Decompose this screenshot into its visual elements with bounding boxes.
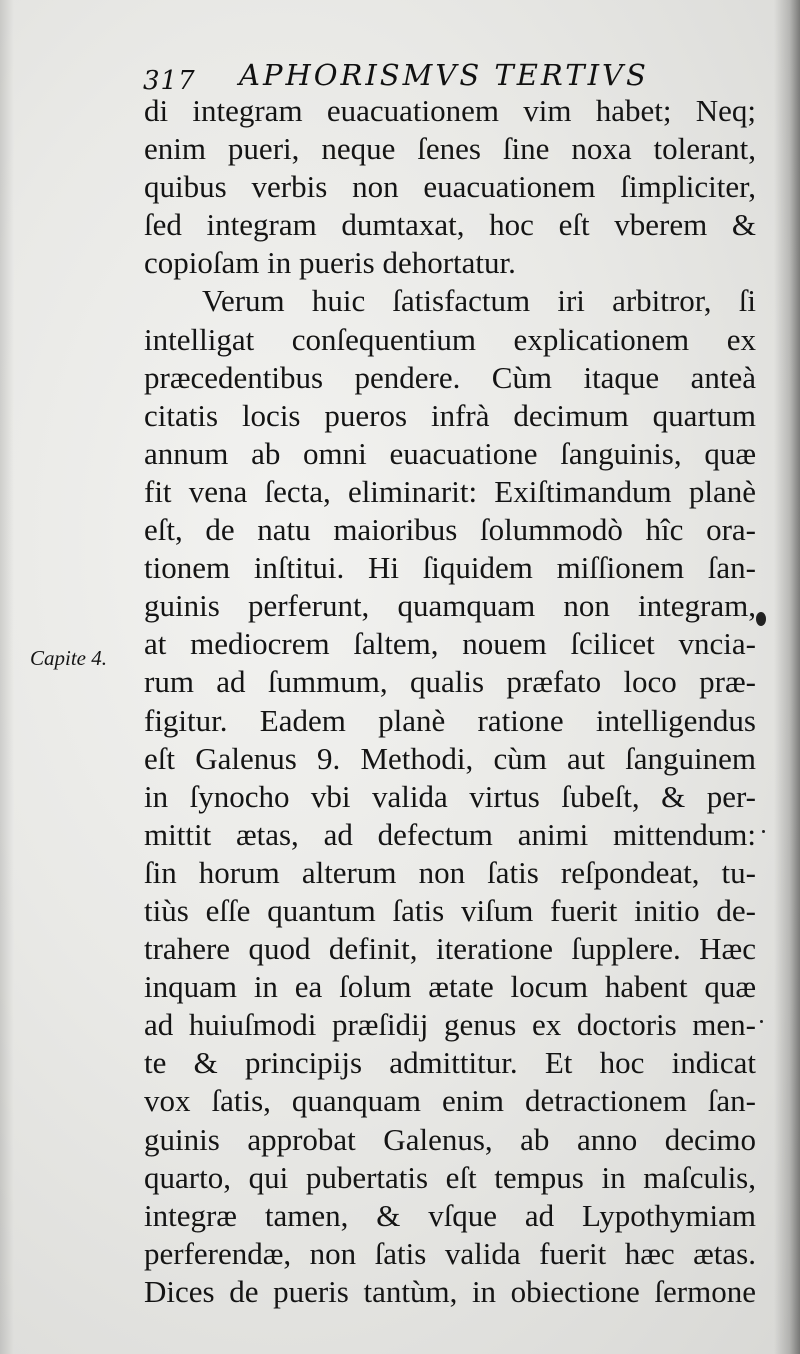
ink-speck bbox=[756, 612, 766, 626]
margin-note: Capite 4. bbox=[30, 646, 107, 670]
text-line: præcedentibus pendere. Cùm itaque anteà bbox=[144, 359, 756, 395]
text-line: eſt Galenus 9. Methodi, cùm aut ſanguinem bbox=[144, 740, 756, 776]
text-line: citatis locis pueros infrà decimum quartum bbox=[144, 397, 756, 433]
text-line: guinis approbat Galenus, ab anno decimo bbox=[144, 1121, 756, 1157]
text-line: ſed integram dumtaxat, hoc eſt vberem & bbox=[144, 207, 756, 243]
text-line: fit vena ſecta, eliminarit: Exiſtimandum planè bbox=[144, 473, 756, 509]
running-title: APHORISMVS TERTIVS bbox=[239, 58, 649, 92]
text-line: di integram euacuationem vim habet; Neq; bbox=[144, 93, 756, 128]
text-line: copioſam in pueris dehortatur. bbox=[144, 245, 516, 281]
page-spine-shadow bbox=[774, 0, 800, 1354]
text-line: Verum huic ſatisfactum iri arbitror, ſi bbox=[202, 283, 756, 319]
page-number: 317 bbox=[143, 66, 196, 96]
text-line: intelligat conſequentium explicationem ex bbox=[144, 321, 756, 357]
text-line: tionem inſtitui. Hi ſiquidem miſſionem ſan- bbox=[144, 550, 756, 586]
text-line: quibus verbis non euacuationem ſimpliciter, bbox=[144, 169, 756, 205]
text-line: annum ab omni euacuatione ſanguinis, quæ bbox=[144, 435, 756, 471]
text-line: tiùs eſſe quantum ſatis viſum fuerit initio de- bbox=[144, 892, 756, 928]
text-line: te & principijs admittitur. Et hoc indicat bbox=[144, 1045, 756, 1081]
text-line: ad huiuſmodi præſidij genus ex doctoris men- bbox=[144, 1007, 756, 1043]
text-line: integræ tamen, & vſque ad Lypothymiam bbox=[144, 1197, 756, 1233]
text-line: rum ad ſummum, qualis præfato loco præ- bbox=[144, 664, 756, 700]
text-line: inquam in ea ſolum ætate locum habent quæ bbox=[144, 969, 756, 1005]
ink-speck bbox=[760, 1020, 763, 1023]
body-text bbox=[144, 92, 756, 1311]
text-line: guinis perferunt, quamquam non integram, bbox=[144, 588, 756, 624]
text-line: perferendæ, non ſatis valida fuerit hæc ætas. bbox=[144, 1235, 756, 1271]
text-line: in ſynocho vbi valida virtus ſubeſt, & per- bbox=[144, 778, 756, 814]
page-left-edge-shadow bbox=[0, 0, 14, 1354]
text-line: vox ſatis, quanquam enim detractionem ſan- bbox=[144, 1083, 756, 1119]
text-line: eſt, de natu maioribus ſolummodò hîc ora- bbox=[144, 512, 756, 548]
page-header bbox=[143, 52, 703, 96]
text-line: at mediocrem ſaltem, nouem ſcilicet vncia- bbox=[144, 626, 756, 662]
text-line: trahere quod definit, iteratione ſupplere. Hæc bbox=[144, 931, 756, 967]
text-line: mittit ætas, ad defectum animi mittendum: bbox=[144, 816, 756, 852]
text-line: enim pueri, neque ſenes ſine noxa tolerant, bbox=[144, 131, 756, 167]
text-line: ſin horum alterum non ſatis reſpondeat, tu- bbox=[144, 854, 756, 890]
text-line: figitur. Eadem planè ratione intelligendus bbox=[144, 702, 756, 738]
text-line: quarto, qui pubertatis eſt tempus in maſculis, bbox=[144, 1159, 756, 1195]
ink-speck bbox=[762, 830, 765, 833]
text-line: Dices de pueris tantùm, in obiectione ſermone bbox=[144, 1273, 756, 1309]
